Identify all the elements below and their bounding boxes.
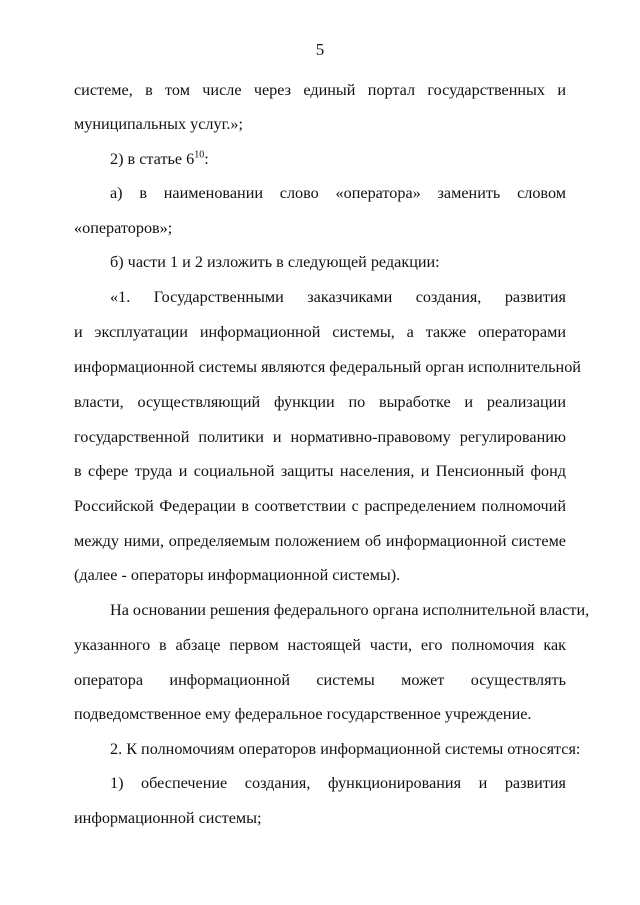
text-line: оператора информационной системы может осуществлять xyxy=(74,671,566,689)
page-number: 5 xyxy=(315,40,325,59)
text-line: муниципальных услуг.»; xyxy=(74,115,244,133)
text-line: и эксплуатации информационной системы, а также операторами xyxy=(74,323,566,341)
text-line: информационной системы являются федеральный орган исполнительной xyxy=(74,358,581,376)
text-line: 1) обеспечение создания, функционирования и развития xyxy=(110,774,566,792)
text-line: указанного в абзаце первом настоящей части, его полномочия как xyxy=(74,636,566,654)
text-line: 2. К полномочиям операторов информационной системы относятся: xyxy=(110,740,581,758)
text-line: б) части 1 и 2 изложить в следующей редакции: xyxy=(110,253,440,271)
text-line: «1. Государственными заказчиками создания, развития xyxy=(110,288,566,306)
text-line: информационной системы; xyxy=(74,809,262,827)
superscript: 10 xyxy=(194,149,205,161)
text-line: (далее - операторы информационной системы). xyxy=(74,566,401,584)
text-line: Российской Федерации в соответствии с распределением полномочий xyxy=(74,497,566,515)
text-fragment: : xyxy=(204,150,209,168)
text-fragment: 2) в статье 6 xyxy=(110,150,195,168)
text-line: системе, в том числе через единый портал государственных и xyxy=(74,81,566,99)
text-line: государственной политики и нормативно-правовому регулированию xyxy=(74,428,566,446)
text-line: в сфере труда и социальной защиты населения, и Пенсионный фонд xyxy=(74,462,566,480)
text-line: подведомственное ему федеральное государственное учреждение. xyxy=(74,705,532,723)
text-line: между ними, определяемым положением об информационной системе xyxy=(74,532,566,550)
text-line: На основании решения федерального органа исполнительной власти, xyxy=(110,601,590,619)
text-line: «операторов»; xyxy=(74,219,173,237)
text-line xyxy=(110,149,566,169)
text-line: а) в наименовании слово «оператора» заменить словом xyxy=(110,184,566,202)
text-line: власти, осуществляющий функции по выработке и реализации xyxy=(74,393,566,411)
